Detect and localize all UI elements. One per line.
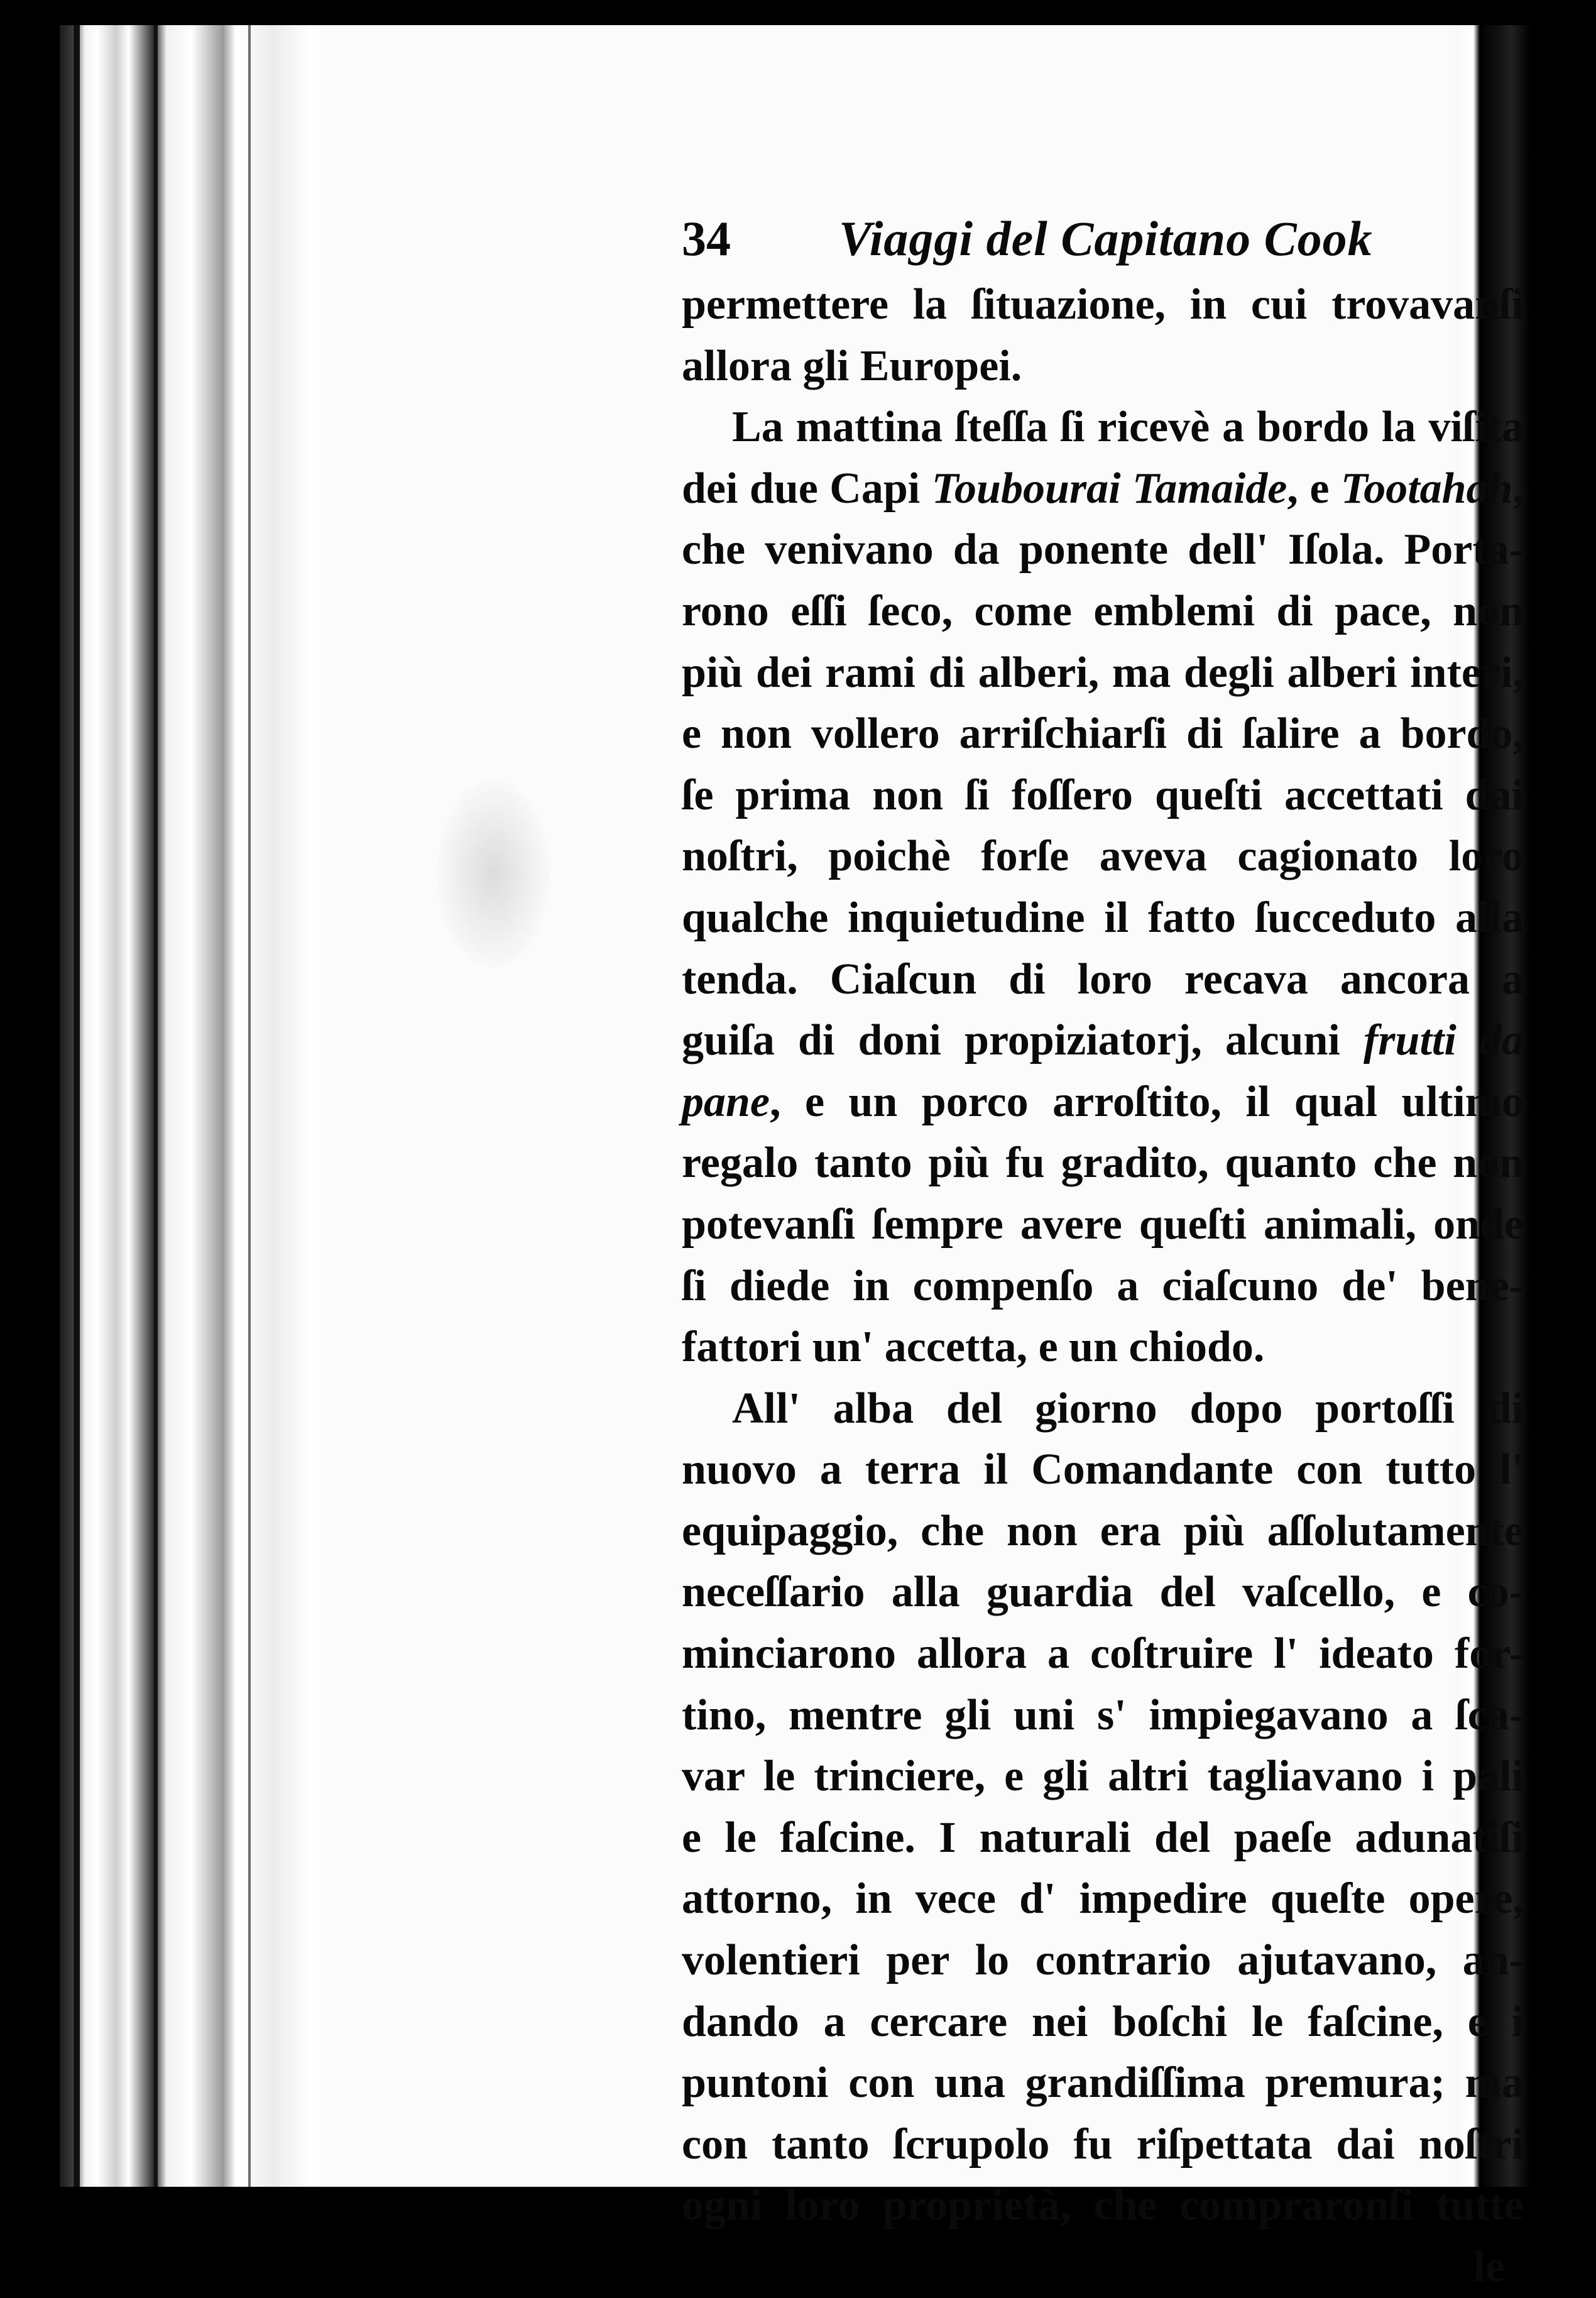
text-span: , e un porco arroſtito, il qual ultimo	[770, 1077, 1524, 1126]
text-line: noſtri, poichè forſe aveva cagionato loro	[682, 832, 1524, 881]
body-text	[682, 274, 1524, 2236]
text-span: , e	[1287, 464, 1341, 513]
text-line: ogni loro proprietà, che compraronſi tutte	[682, 2181, 1524, 2230]
italic-text: frutti da	[1364, 1016, 1524, 1065]
text-line: All' alba del giorno dopo portoſſi di	[732, 1384, 1524, 1433]
text-line	[682, 1071, 1524, 1133]
text-line: e non vollero arriſchiarſi di ſalire a bordo,	[682, 709, 1524, 758]
text-line: ſe prima non ſi foſſero queſti accettati dai	[682, 770, 1524, 819]
page-number: 34	[682, 211, 731, 266]
text-line: tenda. Ciaſcun di loro recava ancora a	[682, 955, 1524, 1004]
text-span: ,	[1512, 464, 1524, 513]
scanned-page	[60, 25, 1530, 2291]
text-line: nuovo a terra il Comandante con tutto l'	[682, 1445, 1524, 1494]
text-line	[682, 1010, 1524, 1071]
text-line	[682, 458, 1524, 520]
text-line: La mattina ſteſſa ſi ricevè a bordo la viſita	[732, 403, 1524, 452]
text-line: permettere la ſituazione, in cui trovavanſi	[682, 280, 1524, 329]
text-line: var le trinciere, e gli altri tagliavano i pali	[682, 1752, 1524, 1801]
text-line: equipaggio, che non era più aſſolutamente	[682, 1506, 1524, 1555]
page-header	[682, 207, 1524, 270]
text-line: più dei rami di alberi, ma degli alberi interi,	[682, 648, 1524, 697]
text-span: guiſa di doni propiziatorj, alcuni	[682, 1016, 1364, 1065]
text-line: fattori un' accetta, e un chiodo.	[682, 1323, 1265, 1372]
text-line: puntoni con una grandiſſima premura; ma	[682, 2059, 1524, 2108]
text-line: neceſſario alla guardia del vaſcello, e co-	[682, 1568, 1524, 1617]
text-span: dei due Capi	[682, 464, 932, 513]
text-line: che venivano da ponente dell' Iſola. Porta-	[682, 525, 1524, 574]
book-binding-gutter	[60, 25, 324, 2187]
binding-shadow	[74, 25, 80, 2187]
text-line: dando a cercare nei boſchi le faſcine, e i	[682, 1997, 1524, 2046]
text-line: e le faſcine. I naturali del paeſe adunatiſi	[682, 1813, 1524, 1862]
page-text-block	[682, 207, 1524, 2298]
text-line: volentieri per lo contrario ajutavano, an-	[682, 1936, 1524, 1985]
italic-text: pane	[682, 1077, 770, 1126]
text-line: ſi diede in compenſo a ciaſcuno de' bene-	[682, 1261, 1524, 1310]
text-line: rono eſſi ſeco, come emblemi di pace, non	[682, 586, 1524, 635]
text-line: tino, mentre gli uni s' impiegavano a ſca-	[682, 1690, 1524, 1739]
text-line: regalo tanto più fu gradito, quanto che non	[682, 1139, 1524, 1188]
running-head: Viaggi del Capitano Cook	[839, 211, 1373, 266]
text-line: allora gli Europei.	[682, 341, 1022, 390]
text-line: con tanto ſcrupolo fu riſpettata dai noſtri	[682, 2120, 1524, 2169]
catchword: le	[1473, 2243, 1505, 2291]
text-line: minciarono allora a coſtruire l' ideato for-	[682, 1629, 1524, 1678]
italic-text: Tootahah	[1340, 464, 1513, 513]
italic-text: Toubourai Tamaide	[931, 464, 1287, 513]
text-line: potevanſi ſempre avere queſti animali, onde	[682, 1200, 1524, 1249]
text-line: attorno, in vece d' impedire queſte opere,	[682, 1874, 1524, 1923]
ink-smudge	[437, 779, 550, 968]
text-line: qualche inquietudine il fatto ſucceduto alla	[682, 893, 1524, 942]
binding-shadow	[248, 25, 251, 2187]
binding-shadow	[154, 25, 158, 2187]
